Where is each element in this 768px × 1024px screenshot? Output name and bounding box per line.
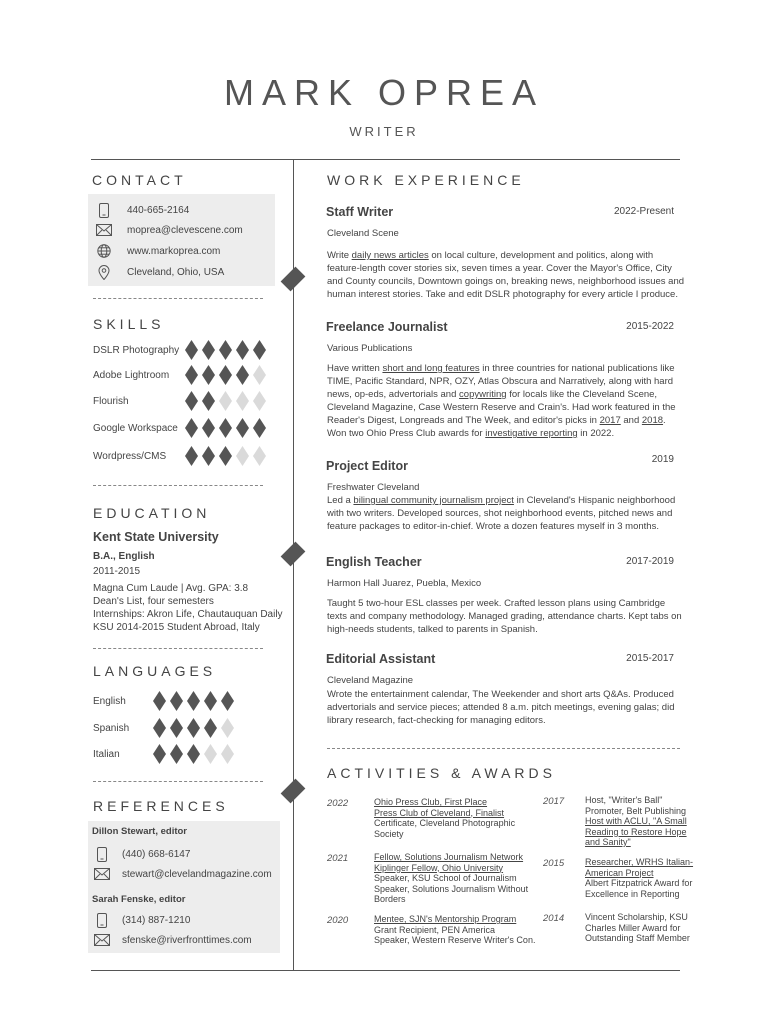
job-date: 2022-Present	[613, 206, 674, 217]
phone-icon	[94, 913, 110, 927]
description-link: investigative reporting	[485, 428, 578, 439]
rating-diamond-filled	[185, 365, 198, 385]
description-link: copywriting	[459, 389, 507, 400]
job-organization: Cleveland Magazine	[327, 675, 414, 686]
contact-phone: 440-665-2164	[96, 202, 189, 218]
phone-icon	[96, 203, 112, 217]
job-organization: Harmon Hall Juarez, Puebla, Mexico	[327, 578, 482, 589]
award-link: and Sanity"	[585, 837, 631, 847]
award-link: Researcher, WRHS Italian-	[585, 857, 694, 867]
contact-email: moprea@clevescene.com	[96, 222, 243, 238]
rating-diamond-empty	[253, 446, 266, 466]
rating-row	[93, 339, 283, 361]
rating-diamond-filled	[202, 418, 215, 438]
reference-email: sfenske@riverfronttimes.com	[94, 932, 252, 948]
work-heading: WORK EXPERIENCE	[327, 172, 525, 188]
rating-row	[93, 445, 283, 467]
job-description	[327, 362, 687, 440]
job-description	[327, 688, 687, 727]
rating-diamonds	[153, 744, 234, 764]
rating-diamonds	[153, 691, 234, 711]
award-link: Kiplinger Fellow, Ohio University	[374, 862, 504, 873]
award-entry	[585, 857, 693, 899]
award-entry	[585, 912, 690, 944]
description-text: in Cleveland's Hispanic neighborhood with two writers. Developed sources, shot neighborhood events, pitched news and feature packages to editor-in-chief. Wrote a dozen features myself in 3 months.	[327, 495, 676, 532]
rating-diamond-filled	[185, 340, 198, 360]
section-divider	[93, 298, 263, 299]
rating-diamond-filled	[187, 691, 200, 711]
job-title: Freelance Journalist	[326, 320, 448, 334]
description-text: on local culture, development and politics, along with feature-length cover stories six, seven times a year. Cover the Mayor's Office, City and County councils, Downtown goings on, breaking news, neighborhood issues and human interest stories. Take and edit DSLR photography for every article I produce.	[327, 250, 685, 300]
award-link: Mentee, SJN's Mentorship Program	[374, 914, 517, 924]
rating-label: Spanish	[93, 722, 130, 734]
award-year: 2022	[327, 798, 349, 809]
reference-name: Dillon Stewart, editor	[92, 826, 188, 837]
award-entry	[374, 797, 515, 839]
job-organization: Various Publications	[327, 343, 413, 354]
description-text: Write	[327, 250, 352, 261]
section-divider	[327, 748, 680, 749]
award-line: Speaker, Solutions Journalism Without	[374, 883, 529, 894]
award-year: 2015	[543, 858, 565, 869]
contact-box	[88, 194, 275, 286]
rating-diamond-filled	[187, 744, 200, 764]
rating-diamond-filled	[202, 365, 215, 385]
rating-diamonds	[185, 340, 266, 360]
reference-phone: (440) 668-6147	[94, 846, 190, 862]
description-text: for locals like the Cleveland Scene, Cleveland Magazine, Case Western Reserve and Crain's. Had work featured in the Reader's Digest, Longreads and The Week, and editor's picks in	[327, 389, 676, 426]
award-line: Borders	[374, 894, 406, 904]
rating-diamond-filled	[202, 446, 215, 466]
description-link: bilingual community journalism project	[353, 495, 514, 506]
rating-label: Wordpress/CMS	[93, 450, 167, 462]
education-heading: EDUCATION	[93, 505, 211, 521]
job-title: English Teacher	[326, 555, 422, 569]
rating-diamond-filled	[153, 691, 166, 711]
description-text: Have written	[327, 363, 383, 374]
rating-diamond-empty	[253, 365, 266, 385]
rating-label: Italian	[93, 748, 120, 760]
award-link: Fellow, Solutions Journalism Network	[374, 852, 524, 862]
rating-diamond-filled	[219, 446, 232, 466]
rating-diamond-filled	[202, 391, 215, 411]
rating-diamond-filled	[185, 446, 198, 466]
contact-location: Cleveland, Ohio, USA	[96, 264, 224, 280]
award-entry	[585, 795, 687, 848]
divider-diamond	[281, 267, 306, 292]
award-line: Society	[374, 828, 404, 839]
rating-label: Adobe Lightroom	[93, 369, 170, 381]
award-line: Certificate, Cleveland Photographic	[374, 818, 516, 828]
education-details: Magna Cum Laude | Avg. GPA: 3.8 Dean's List, four semesters Internships: Akron Life, Chautauquan Daily KSU 2014-2015 Student Abroad, Italy	[93, 583, 283, 633]
job-title: Editorial Assistant	[326, 652, 436, 666]
rating-diamond-filled	[204, 691, 217, 711]
contact-heading: CONTACT	[92, 172, 187, 188]
bottom-divider	[91, 970, 680, 971]
award-line: Vincent Scholarship, KSU	[585, 912, 688, 922]
rating-diamond-filled	[187, 718, 200, 738]
description-link: 2017	[599, 415, 621, 426]
section-divider	[93, 781, 263, 782]
rating-diamond-filled	[170, 691, 183, 711]
rating-row	[93, 717, 283, 739]
education-years: 2011-2015	[93, 566, 141, 577]
rating-diamonds	[185, 391, 266, 411]
job-organization: Freshwater Cleveland	[327, 482, 420, 493]
job-date: 2019	[651, 454, 674, 465]
divider-diamond	[281, 542, 306, 567]
rating-diamond-empty	[221, 744, 234, 764]
description-text: Taught 5 two-hour ESL classes per week. Crafted lesson plans using Cambridge texts and company methodology. Managed grading, attendance charts. Kept tabs on high-needs students, talked to parents in Spanish.	[327, 598, 682, 635]
description-text: in 2022.	[577, 428, 615, 439]
rating-diamonds	[185, 418, 266, 438]
references-heading: REFERENCES	[93, 798, 229, 814]
rating-diamond-empty	[236, 391, 249, 411]
phone-icon	[94, 847, 110, 861]
award-line: Speaker, Western Reserve Writer's Con.	[374, 935, 536, 945]
reference-phone: (314) 887-1210	[94, 912, 190, 928]
rating-diamond-empty	[219, 391, 232, 411]
description-link: daily news articles	[351, 250, 429, 261]
description-text: Wrote the entertainment calendar, The Weekender and short arts Q&As. Produced advertorials and service pieces; attended 8 a.m. pitch meetings, evening galas; did library research, fact-checking for managing editors.	[327, 689, 675, 726]
job-description	[327, 249, 687, 301]
award-line: Albert Fitzpatrick Award for	[585, 878, 693, 888]
description-text: Led a	[327, 495, 354, 506]
rating-diamond-filled	[219, 418, 232, 438]
awards-heading: ACTIVITIES & AWARDS	[327, 765, 556, 781]
award-line: Charles Miller Award for	[585, 922, 681, 933]
rating-diamond-filled	[153, 744, 166, 764]
award-link: Host with ACLU, "A Small	[585, 816, 687, 826]
contact-website: www.markoprea.com	[96, 243, 220, 259]
education-school: Kent State University	[93, 530, 219, 544]
rating-diamonds	[185, 446, 266, 466]
rating-label: Flourish	[93, 395, 129, 407]
section-divider	[93, 485, 263, 486]
rating-diamond-filled	[219, 365, 232, 385]
rating-diamond-filled	[219, 340, 232, 360]
reference-name: Sarah Fenske, editor	[92, 894, 186, 905]
award-year: 2020	[327, 915, 349, 926]
rating-label: English	[93, 695, 126, 707]
rating-diamond-filled	[253, 418, 266, 438]
award-year: 2014	[543, 913, 565, 924]
description-text: and	[620, 415, 642, 426]
rating-diamond-filled	[204, 718, 217, 738]
rating-diamond-filled	[236, 365, 249, 385]
rating-diamond-empty	[221, 718, 234, 738]
award-line: Grant Recipient, PEN America	[374, 924, 496, 935]
award-entry	[374, 914, 535, 946]
award-link: Ohio Press Club, First Place	[374, 797, 488, 807]
resume-role: WRITER	[349, 124, 419, 139]
references-box	[88, 821, 280, 953]
job-date: 2015-2017	[626, 653, 674, 664]
rating-row	[93, 743, 283, 765]
award-line: Promoter, Belt Publishing	[585, 805, 687, 816]
location-pin-icon	[96, 265, 112, 279]
description-link: short and long features	[382, 363, 480, 374]
award-entry	[374, 852, 528, 905]
rating-diamond-filled	[185, 391, 198, 411]
rating-diamonds	[185, 365, 266, 385]
rating-diamond-filled	[153, 718, 166, 738]
rating-diamond-filled	[236, 340, 249, 360]
mail-icon	[94, 867, 110, 881]
rating-diamond-filled	[253, 340, 266, 360]
rating-diamond-empty	[204, 744, 217, 764]
mail-icon	[94, 933, 110, 947]
rating-row	[93, 690, 283, 712]
globe-icon	[96, 244, 112, 258]
education-degree: B.A., English	[93, 551, 155, 562]
rating-diamond-empty	[236, 446, 249, 466]
rating-diamonds	[153, 718, 234, 738]
skills-heading: SKILLS	[93, 316, 165, 332]
award-year: 2021	[327, 853, 349, 864]
award-link: American Project	[585, 867, 654, 878]
rating-diamond-filled	[221, 691, 234, 711]
reference-email: stewart@clevelandmagazine.com	[94, 866, 272, 882]
award-line: Outstanding Staff Member	[585, 933, 690, 943]
rating-row	[93, 390, 283, 412]
award-link: Press Club of Cleveland, Finalist	[374, 807, 505, 818]
job-title: Project Editor	[326, 459, 408, 473]
description-text: . Won two Ohio Press Club awards for	[327, 415, 666, 439]
award-year: 2017	[543, 796, 565, 807]
top-divider	[91, 159, 680, 160]
rating-diamond-filled	[202, 340, 215, 360]
job-description	[327, 597, 687, 636]
mail-icon	[96, 223, 112, 237]
award-link: Reading to Restore Hope	[585, 826, 687, 837]
job-title: Staff Writer	[326, 205, 394, 219]
job-description	[327, 494, 687, 533]
rating-label: Google Workspace	[93, 422, 178, 434]
rating-row	[93, 417, 283, 439]
languages-heading: LANGUAGES	[93, 663, 217, 679]
award-line: Speaker, KSU School of Journalism	[374, 873, 517, 883]
rating-diamond-empty	[253, 391, 266, 411]
rating-diamond-filled	[185, 418, 198, 438]
job-date: 2017-2019	[626, 556, 674, 567]
rating-diamond-filled	[236, 418, 249, 438]
award-line: Excellence in Reporting	[585, 888, 680, 899]
rating-row	[93, 364, 283, 386]
description-text: in three countries for national publications like TIME, Pacific Standard, NPR, OZY, Atlas Obscura and Narratively, along with hard news, op-eds, advertorials and	[327, 363, 675, 400]
award-line: Host, "Writer's Ball"	[585, 795, 663, 805]
resume-name: MARK OPREA	[223, 72, 545, 113]
divider-diamond	[281, 779, 306, 804]
job-date: 2015-2022	[626, 321, 674, 332]
rating-diamond-filled	[170, 718, 183, 738]
rating-diamond-filled	[170, 744, 183, 764]
rating-label: DSLR Photography	[93, 344, 180, 356]
job-organization: Cleveland Scene	[327, 228, 399, 239]
description-link: 2018	[641, 415, 664, 426]
section-divider	[93, 648, 263, 649]
